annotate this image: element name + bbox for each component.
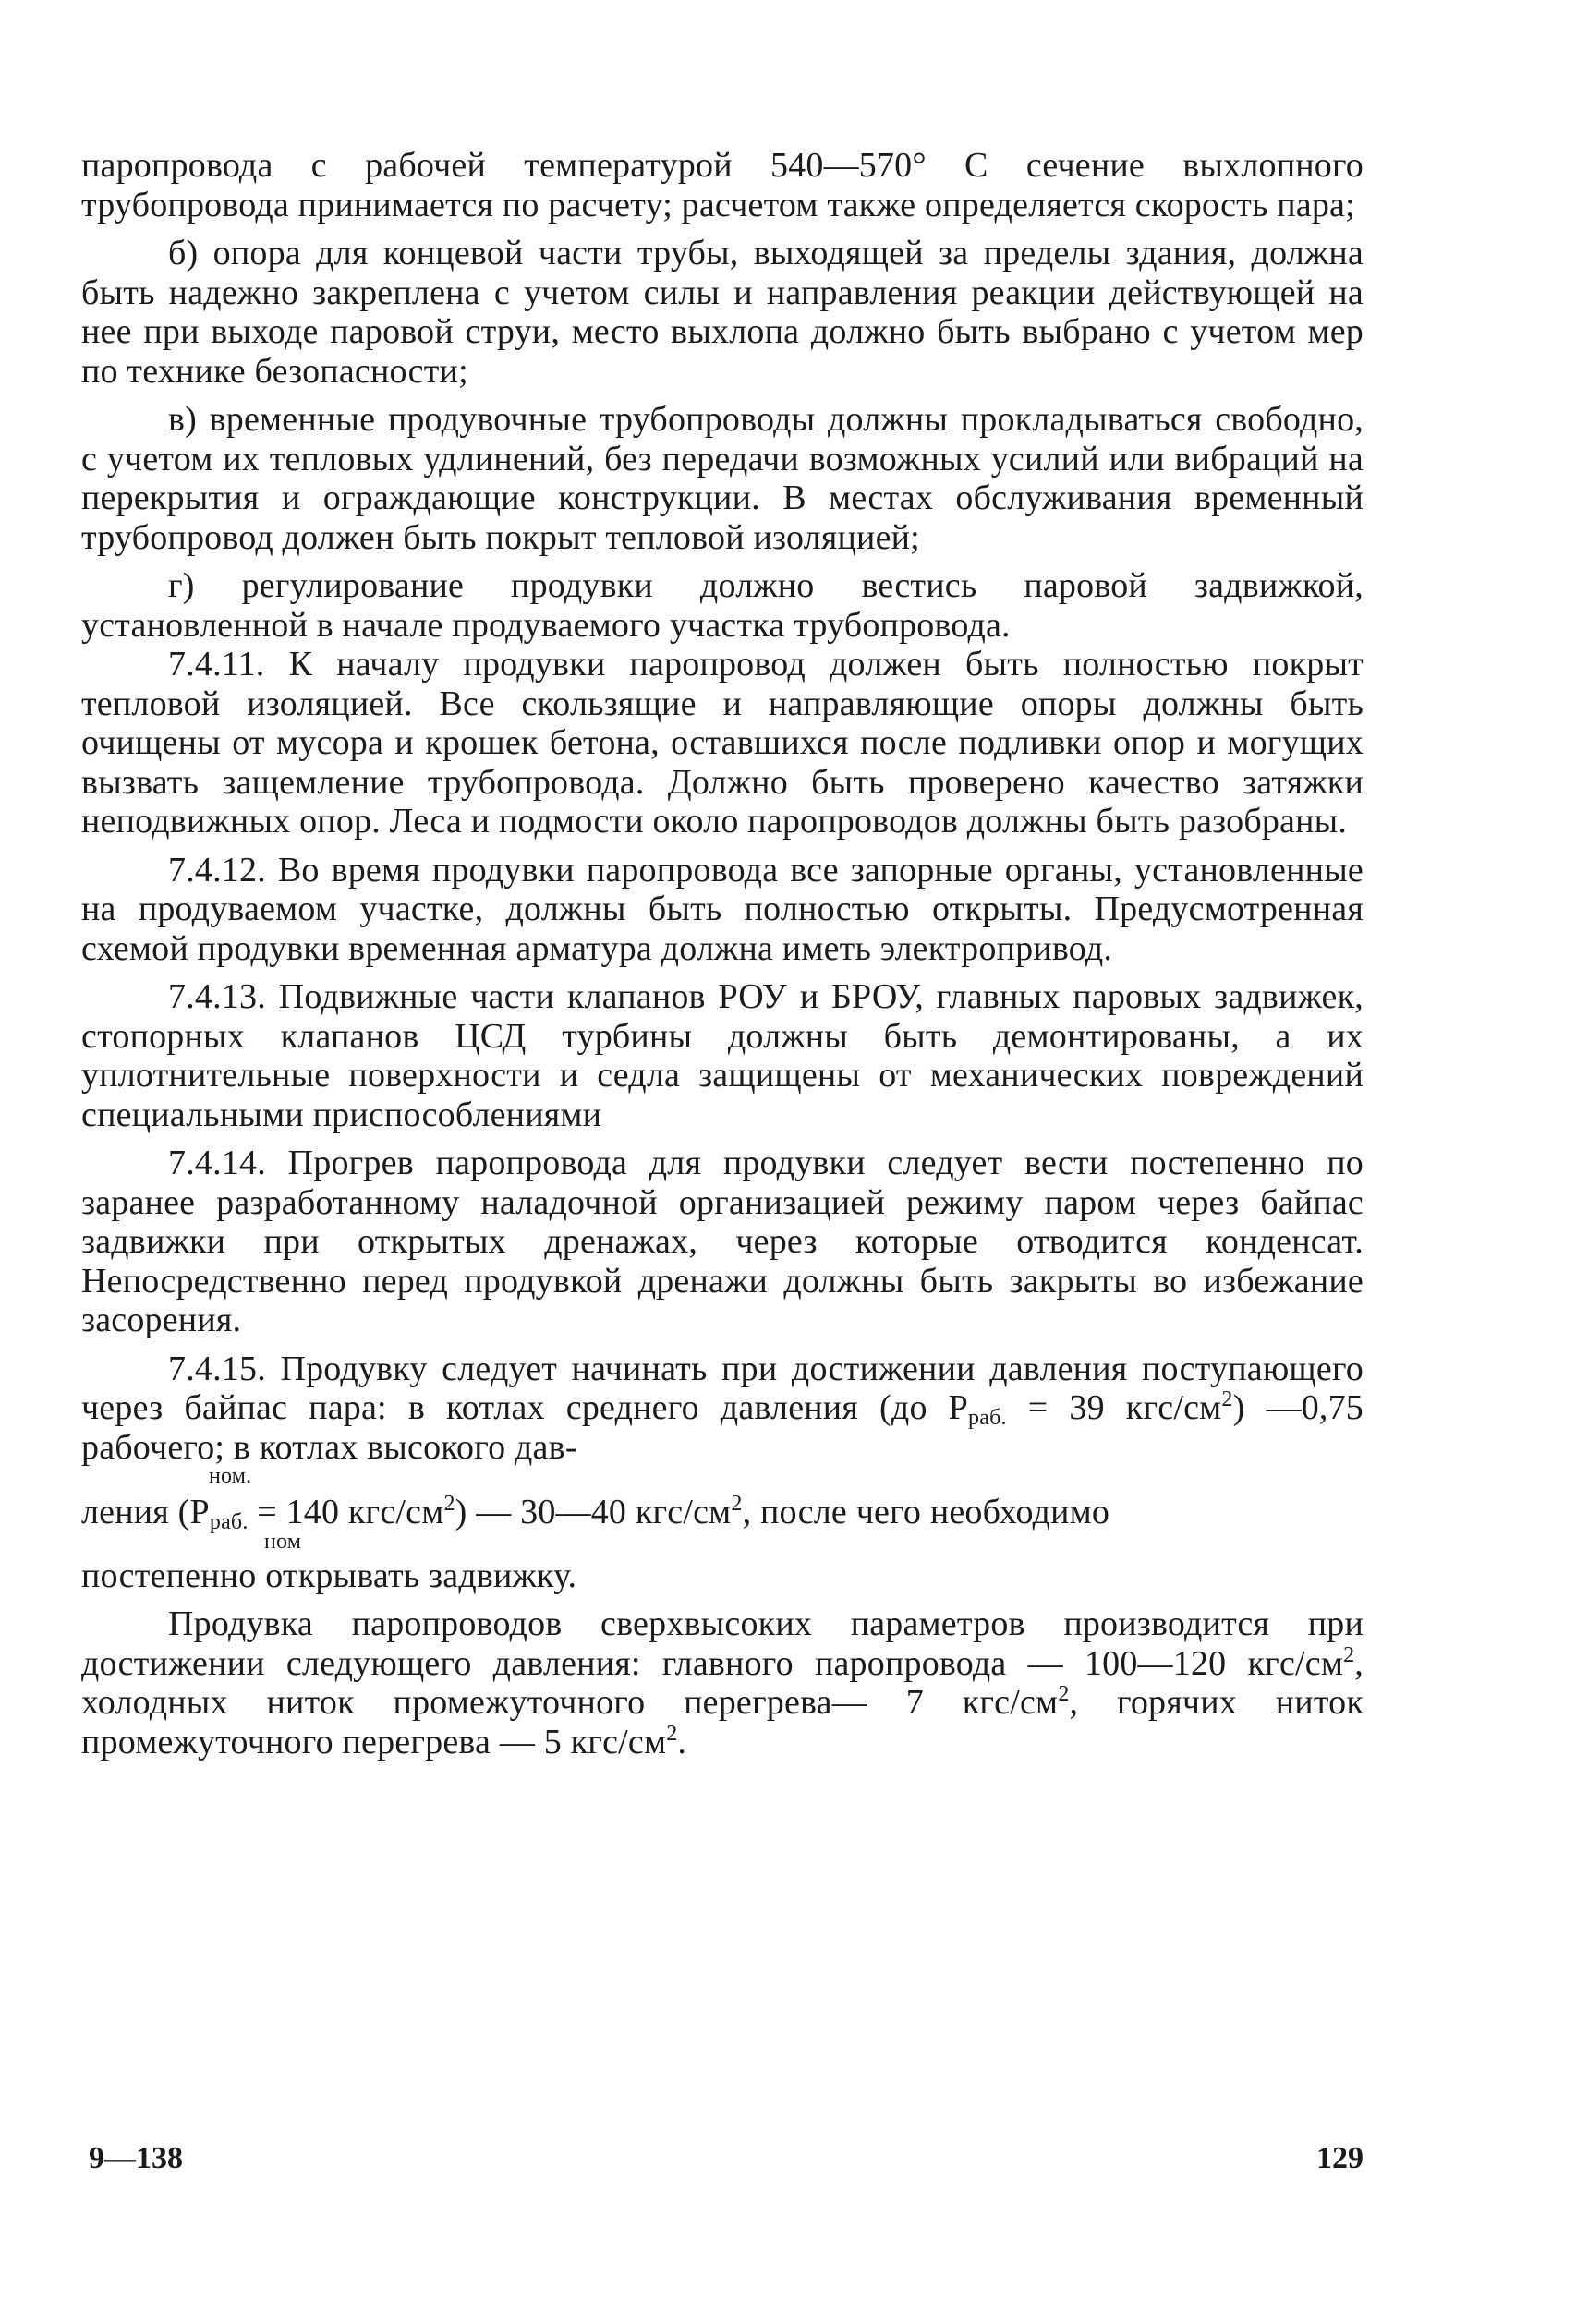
p15-mid1: = 39 кгс/см: [1006, 1388, 1222, 1427]
last-sup1: 2: [1343, 1642, 1355, 1667]
p15-sup1: 2: [1221, 1387, 1233, 1411]
p15-line2d: , после чего необходимо: [742, 1493, 1110, 1531]
paragraph-7-4-13: 7.4.13. Подвижные части клапанов РОУ и БРОУ, главных паровых задвижек, стопорных клапанов ЦСД турбины должны быть демонтированы, а их уплотнительные поверхности и седла защищены от механических повреждений специальными приспособлениями: [81, 977, 1364, 1134]
paragraph-last: [81, 1604, 1364, 1761]
paragraph-g: г) регулирование продувки должно вестись паровой задвижкой, установленной в начале продуваемого участка трубопровода.: [81, 566, 1364, 645]
p15-sup2: 2: [443, 1492, 455, 1516]
signature-mark: 9—138: [89, 2141, 183, 2175]
paragraph-v: в) временные продувочные трубопроводы должны прокладываться свободно, с учетом их тепловых удлинений, без передачи возможных усилий или вибраций на перекрытия и ограждающие конструкции. В местах обслуживания временный трубопровод должен быть покрыт тепловой изоляцией;: [81, 400, 1364, 557]
p15-note1: ном.: [209, 1464, 252, 1488]
p15-line3: постепенно открывать задвижку.: [81, 1555, 577, 1595]
last-b: , холодных ниток промежуточного перегрева— 7 кгс/см: [81, 1643, 1364, 1722]
p15-line1: 7.4.15. Продувку следует начинать при достижении давления поступающего через байпас пара: в котлах среднего давления (до P: [81, 1349, 1364, 1427]
last-c: , горячих ниток промежуточного перегрева — 5 кгс/см: [81, 1683, 1364, 1761]
p15-tail1: ) —0,75 рабочего; в котлах высокого дав-: [81, 1388, 1364, 1467]
last-a: Продувка паропроводов сверхвысоких параметров производится при достижении следующего давления: главного паропровода — 100—120 кгс/см: [81, 1604, 1364, 1683]
paragraph-7-4-15: [81, 1350, 1364, 1468]
p15-sub1: раб.: [968, 1406, 1007, 1430]
last-sup2: 2: [1058, 1682, 1070, 1706]
p15-line2: [81, 1493, 1364, 1532]
paragraph-continuation: паропровода с рабочей температурой 540—570° С сечение выхлопного трубопровода принимается по расчету; расчетом также определяется скорость пара;: [81, 146, 1364, 224]
paragraph-7-4-14: 7.4.14. Прогрев паропровода для продувки следует вести постепенно по заранее разработанному наладочной организацией режиму паром через байпас задвижки при открытых дренажах, через которые отводится конденсат. Непосредственно перед продувкой дренажи должны быть закрыты во избежание засорения.: [81, 1144, 1364, 1339]
last-d: .: [677, 1722, 687, 1761]
page-footer: [89, 2141, 1364, 2176]
paragraph-7-4-12: 7.4.12. Во время продувки паропровода все запорные органы, установленные на продуваемом участке, должны быть полностью открыты. Предусмотренная схемой продувки временная арматура должна иметь электропривод.: [81, 850, 1364, 968]
last-sup3: 2: [666, 1721, 678, 1746]
p15-line2a: ления (P: [81, 1493, 210, 1531]
p15-sup3: 2: [731, 1492, 743, 1516]
p15-note2: ном: [264, 1529, 302, 1554]
document-page: [81, 146, 1364, 1761]
paragraph-7-4-11: 7.4.11. К началу продувки паропровод должен быть полностью покрыт тепловой изоляцией. Все скользящие и направляющие опоры должны быть очищены от мусора и крошек бетона, оставшихся после подливки опор и могущих вызвать защемление трубопровода. Должно быть проверено качество затяжки неподвижных опор. Леса и подмости около паропроводов должны быть разобраны.: [81, 645, 1364, 841]
p15-sub2: раб.: [209, 1510, 249, 1534]
p15-line2c: ) — 30—40 кгс/см: [455, 1493, 732, 1531]
paragraph-b: б) опора для концевой части трубы, выходящей за пределы здания, должна быть надежно закреплена с учетом силы и направления реакции действующей на нее при выходе паровой струи, место выхлопа должно быть выбрано с учетом мер по технике безопасности;: [81, 234, 1364, 391]
p15-line2b: = 140 кгс/см: [248, 1493, 444, 1531]
page-number: 129: [1316, 2141, 1364, 2175]
